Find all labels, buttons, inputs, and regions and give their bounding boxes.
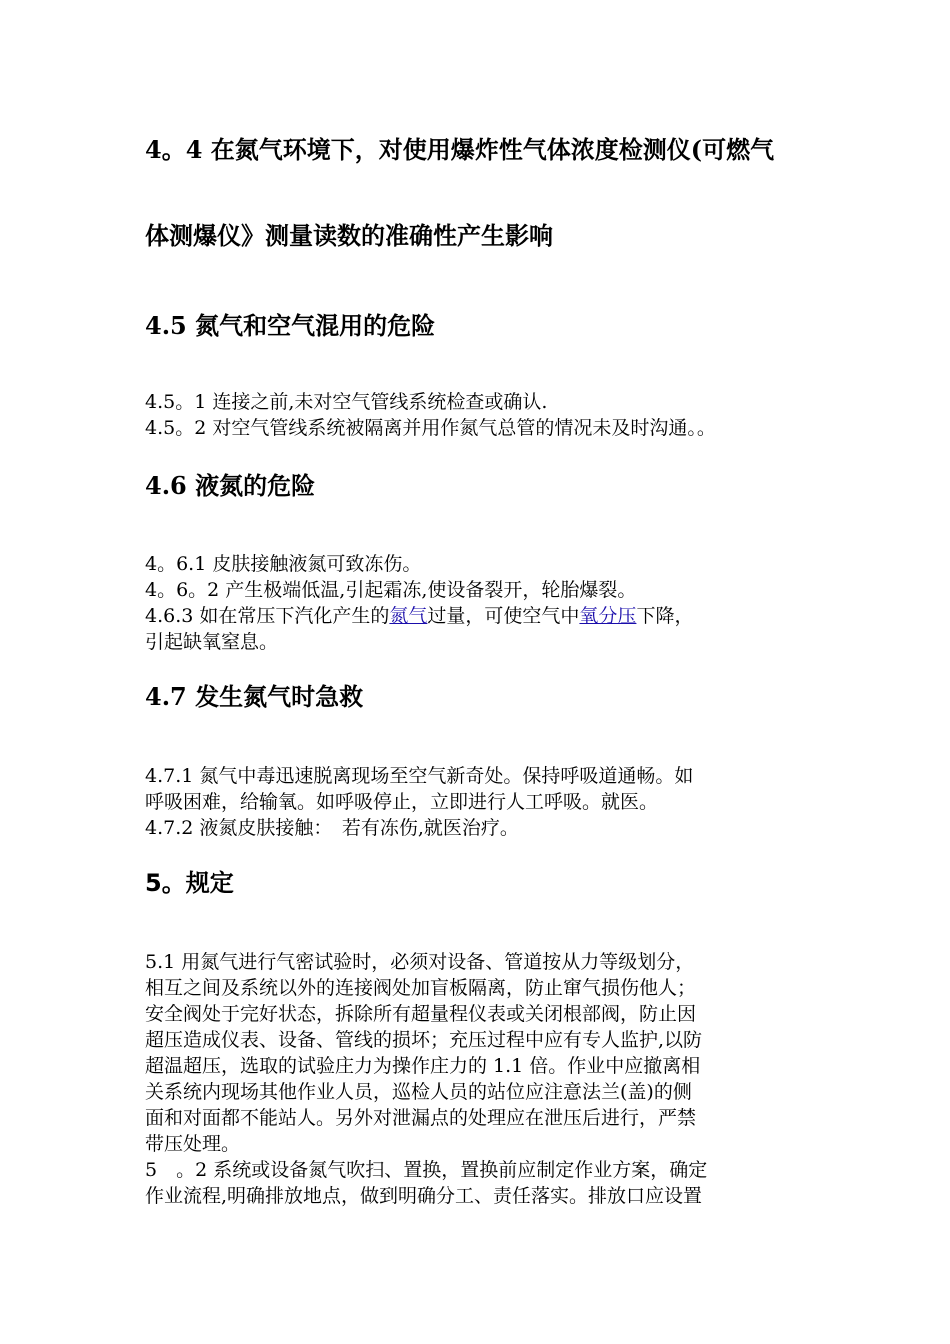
paragraph-5-1-line4: 超压造成仪表、设备、管线的损坏；充压过程中应有专人监护,以防 <box>145 1029 703 1051</box>
paragraph-4-6-2: 4。6。2 产生极端低温,引起霜冻,使设备裂开，轮胎爆裂。 <box>145 579 637 601</box>
paragraph-4-6-3-text-c: 下降， <box>636 605 694 627</box>
paragraph-4-7-1-line1: 4.7.1 氮气中毒迅速脱离现场至空气新奇处。保持呼吸道通畅。如 <box>145 765 694 787</box>
heading-4-6: 4.6 液氮的危险 <box>145 471 316 500</box>
heading-5: 5。规定 <box>145 869 234 897</box>
paragraph-4-7-2: 4.7.2 液氮皮肤接触： 若有冻伤,就医治疗。 <box>145 817 519 839</box>
paragraph-4-6-3-text-b: 过量，可使空气中 <box>427 605 580 627</box>
heading-4-7: 4.7 发生氮气时急救 <box>145 682 364 711</box>
paragraph-4-6-3-line2: 引起缺氧窒息。 <box>145 631 279 653</box>
paragraph-5-1-line2: 相互之间及系统以外的连接阀处加盲板隔离，防止窜气损伤他人； <box>145 977 697 999</box>
paragraph-5-2-line1: 5 。2 系统或设备氮气吹扫、置换，置换前应制定作业方案，确定 <box>145 1159 708 1181</box>
paragraph-5-1-line6: 关系统内现场其他作业人员，巡检人员的站位应注意法兰(盖)的侧 <box>145 1081 692 1103</box>
heading-4-4-line2: 体测爆仪》测量读数的准确性产生影响 <box>145 221 553 250</box>
paragraph-4-5-1: 4.5。1 连接之前,未对空气管线系统检查或确认. <box>145 391 548 413</box>
paragraph-5-1-line1: 5.1 用氮气进行气密试验时，必须对设备、管道按从力等级划分， <box>145 951 695 973</box>
nitrogen-link[interactable]: 氮气 <box>389 605 428 627</box>
paragraph-5-2-line2: 作业流程,明确排放地点，做到明确分工、责任落实。排放口应设置 <box>145 1185 703 1207</box>
paragraph-5-1-line7: 面和对面都不能站人。另外对泄漏点的处理应在泄压后进行，严禁 <box>145 1107 697 1129</box>
heading-4-5: 4.5 氮气和空气混用的危险 <box>145 311 436 340</box>
paragraph-4-7-1-line2: 呼吸困难，给输氧。如呼吸停止，立即进行人工呼吸。就医。 <box>145 791 659 813</box>
paragraph-4-5-2: 4.5。2 对空气管线系统被隔离并用作氮气总管的情况未及时沟通。。 <box>145 417 716 439</box>
paragraph-4-6-3-text-a: 4.6.3 如在常压下汽化产生的 <box>145 605 390 627</box>
paragraph-4-6-3 <box>145 603 815 629</box>
paragraph-5-1-line8: 带压处理。 <box>145 1133 241 1155</box>
oxygen-partial-pressure-link[interactable]: 氧分压 <box>579 605 637 627</box>
paragraph-5-1-line3: 安全阀处于完好状态，拆除所有超量程仪表或关闭根部阀，防止因 <box>145 1003 697 1025</box>
paragraph-5-1-line5: 超温超压，选取的试验庄力为操作庄力的 1.1 倍。作业中应撤离相 <box>145 1055 701 1077</box>
heading-4-4-line1: 4。4 在氮气环境下，对使用爆炸性气体浓度检测仪(可燃气 <box>145 135 775 164</box>
paragraph-4-6-1: 4。6.1 皮肤接触液氮可致冻伤。 <box>145 553 422 575</box>
